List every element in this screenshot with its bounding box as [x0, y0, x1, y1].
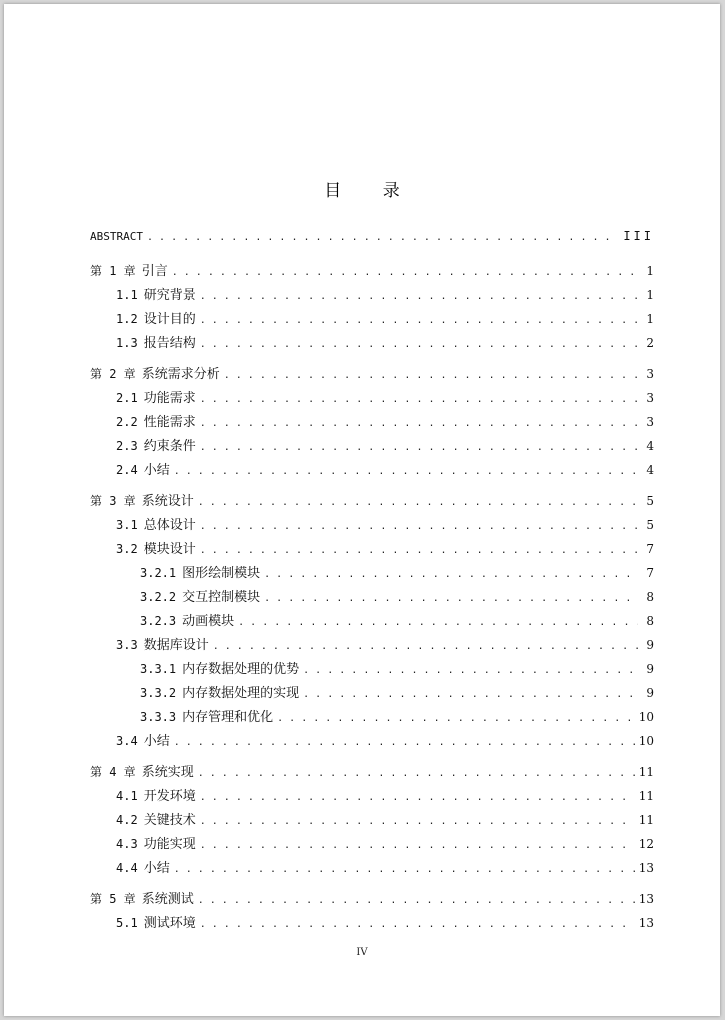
toc-entry[interactable] [116, 634, 654, 653]
toc-entry-title: 小结 [143, 734, 170, 749]
toc-entry-title: 约束条件 [143, 439, 196, 454]
toc-entry-title: 内存数据处理的优势 [182, 662, 300, 677]
toc-entry-title: 小结 [143, 861, 170, 876]
toc-entry-page: 11 [638, 813, 654, 827]
toc-leader-dots [200, 521, 638, 532]
toc-leader-dots [238, 617, 638, 628]
toc-leader-dots [198, 895, 635, 906]
toc-entry-number: 3.3.3 [140, 710, 177, 724]
toc-entry-number: 第 2 章 [90, 367, 136, 381]
toc-entry-page: 3 [646, 367, 654, 381]
toc-entry-title: ABSTRACT [90, 230, 143, 243]
toc-entry[interactable] [116, 785, 654, 804]
toc-entry-page: 5 [646, 494, 654, 508]
toc-entry-title: 报告结构 [143, 336, 196, 351]
toc-leader-dots [200, 816, 635, 827]
toc-entry[interactable] [116, 912, 654, 931]
toc-entry[interactable] [116, 809, 654, 828]
toc-entry[interactable] [116, 284, 654, 303]
toc-leader-dots [303, 665, 638, 676]
toc-entry-number: 1.3 [116, 336, 138, 350]
toc-entry[interactable] [140, 610, 654, 629]
toc-entry-page: 10 [638, 710, 654, 724]
toc-leader-dots [200, 339, 638, 350]
toc-leader-dots [200, 418, 638, 429]
toc-entry-page: 2 [646, 336, 654, 350]
toc-entry-page: III [623, 229, 654, 243]
toc-entry-number: 3.3 [116, 638, 138, 652]
toc-leader-dots [264, 569, 638, 580]
toc-entry-title: 系统测试 [141, 892, 194, 907]
toc-entry-number: 2.4 [116, 463, 138, 477]
toc-entry-page: 13 [638, 861, 654, 875]
toc-entry-title: 交互控制模块 [182, 590, 261, 605]
toc-entry[interactable] [90, 363, 654, 382]
toc-entry-page: 9 [646, 662, 654, 676]
toc-entry-page: 10 [638, 734, 654, 748]
toc-entry-page: 5 [646, 518, 654, 532]
toc-entry[interactable] [90, 761, 654, 780]
toc-entry-number: 1.2 [116, 312, 138, 326]
toc-entry-title: 系统设计 [141, 494, 194, 509]
toc-entry-number: 3.2.3 [140, 614, 177, 628]
toc-entry-page: 13 [638, 892, 654, 906]
toc-leader-dots [200, 545, 638, 556]
toc-leader-dots [172, 267, 638, 278]
toc-entry-number: 2.1 [116, 391, 138, 405]
toc-entry-page: 9 [646, 686, 654, 700]
toc-leader-dots [200, 394, 638, 405]
toc-entry[interactable] [140, 658, 654, 677]
toc-entry-page: 1 [646, 288, 654, 302]
toc-entry-number: 3.3.2 [140, 686, 177, 700]
toc-entry-number: 4.2 [116, 813, 138, 827]
toc-entry-page: 9 [646, 638, 654, 652]
toc-leader-dots [264, 593, 638, 604]
toc-entry-page: 7 [646, 566, 654, 580]
toc-entry[interactable] [116, 387, 654, 406]
toc-entry[interactable] [140, 562, 654, 581]
toc-entry-number: 第 3 章 [90, 494, 136, 508]
toc-entry-page: 11 [638, 789, 654, 803]
toc-entry-number: 4.4 [116, 861, 138, 875]
toc-entry-number: 3.4 [116, 734, 138, 748]
toc-entry-number: 4.1 [116, 789, 138, 803]
toc-leader-dots [200, 291, 638, 302]
toc-leader-dots [200, 315, 638, 326]
toc-entry-title: 设计目的 [143, 312, 196, 327]
toc-entry-title: 测试环境 [143, 916, 196, 931]
toc-entry[interactable] [116, 538, 654, 557]
toc-entry-page: 1 [646, 312, 654, 326]
toc-entry-title: 数据库设计 [143, 638, 209, 653]
toc-entry-number: 4.3 [116, 837, 138, 851]
toc-entry[interactable] [116, 833, 654, 852]
toc-entry-title: 系统实现 [141, 765, 194, 780]
toc-leader-dots [174, 864, 635, 875]
toc-entry[interactable] [116, 730, 654, 749]
toc-leader-dots [224, 370, 638, 381]
toc-entry-title: 性能需求 [143, 415, 196, 430]
toc-leader-dots [198, 497, 638, 508]
toc-entry-page: 8 [646, 614, 654, 628]
toc-entry-number: 3.2.1 [140, 566, 177, 580]
toc-leader-dots [200, 442, 638, 453]
toc-leader-dots [174, 466, 638, 477]
toc-entry-number: 2.3 [116, 439, 138, 453]
toc-entry-page: 13 [638, 916, 654, 930]
toc-leader-dots [200, 840, 635, 851]
toc-entry[interactable] [90, 490, 654, 509]
toc-entry-title: 功能需求 [143, 391, 196, 406]
toc-entry[interactable] [116, 308, 654, 327]
toc-entry-number: 3.1 [116, 518, 138, 532]
toc-entry-title: 开发环境 [143, 789, 196, 804]
toc-entry-page: 8 [646, 590, 654, 604]
toc-entry-title: 系统需求分析 [141, 367, 220, 382]
toc-entry[interactable] [90, 888, 654, 907]
toc-entry-number: 2.2 [116, 415, 138, 429]
toc-entry-number: 3.2.2 [140, 590, 177, 604]
toc-entry[interactable] [116, 857, 654, 876]
toc-leader-dots [200, 919, 635, 930]
toc-entry-page: 4 [646, 463, 654, 477]
toc-entry-title: 关键技术 [143, 813, 196, 828]
toc-entry-title: 内存数据处理的实现 [182, 686, 300, 701]
page-number: IV [356, 947, 368, 958]
toc-title: 目 录 [324, 181, 418, 201]
toc-entry-page: 1 [646, 264, 654, 278]
toc-entry-page: 4 [646, 439, 654, 453]
toc-leader-dots [200, 792, 635, 803]
toc-entry[interactable] [90, 229, 654, 243]
toc-entry[interactable] [90, 260, 654, 279]
toc-entry-title: 模块设计 [143, 542, 196, 557]
document-page [4, 4, 720, 1016]
toc-entry-page: 7 [646, 542, 654, 556]
toc-entry-page: 11 [638, 765, 654, 779]
toc-entry-title: 小结 [143, 463, 170, 478]
toc-entry-number: 第 5 章 [90, 892, 136, 906]
toc-leader-dots [198, 768, 635, 779]
toc-leader-dots [147, 232, 619, 243]
toc-leader-dots [303, 689, 638, 700]
toc-entry-title: 研究背景 [143, 288, 196, 303]
toc-entry-number: 5.1 [116, 916, 138, 930]
toc-leader-dots [213, 641, 638, 652]
toc-entry[interactable] [116, 514, 654, 533]
toc-leader-dots [174, 737, 635, 748]
toc-entry[interactable] [116, 411, 654, 430]
toc-entry-number: 第 1 章 [90, 264, 136, 278]
toc-entry-title: 图形绘制模块 [182, 566, 261, 581]
toc-entry-page: 3 [646, 415, 654, 429]
toc-entry[interactable] [140, 586, 654, 605]
toc-entry[interactable] [116, 435, 654, 454]
toc-entry-title: 总体设计 [143, 518, 196, 533]
toc-entry-title: 引言 [141, 264, 168, 279]
toc-entry-number: 1.1 [116, 288, 138, 302]
toc-leader-dots [277, 713, 635, 724]
toc-entry[interactable] [116, 332, 654, 351]
toc-entry-title: 动画模块 [182, 614, 235, 629]
toc-entry-title: 功能实现 [143, 837, 196, 852]
toc-entry[interactable] [140, 706, 654, 725]
toc-entry-number: 3.2 [116, 542, 138, 556]
toc-entry-page: 3 [646, 391, 654, 405]
toc-entry-number: 3.3.1 [140, 662, 177, 676]
toc-entry-page: 12 [638, 837, 654, 851]
toc-entry[interactable] [140, 682, 654, 701]
toc-entry-number: 第 4 章 [90, 765, 136, 779]
toc-entry-title: 内存管理和优化 [182, 710, 274, 725]
toc-entry[interactable] [116, 459, 654, 478]
